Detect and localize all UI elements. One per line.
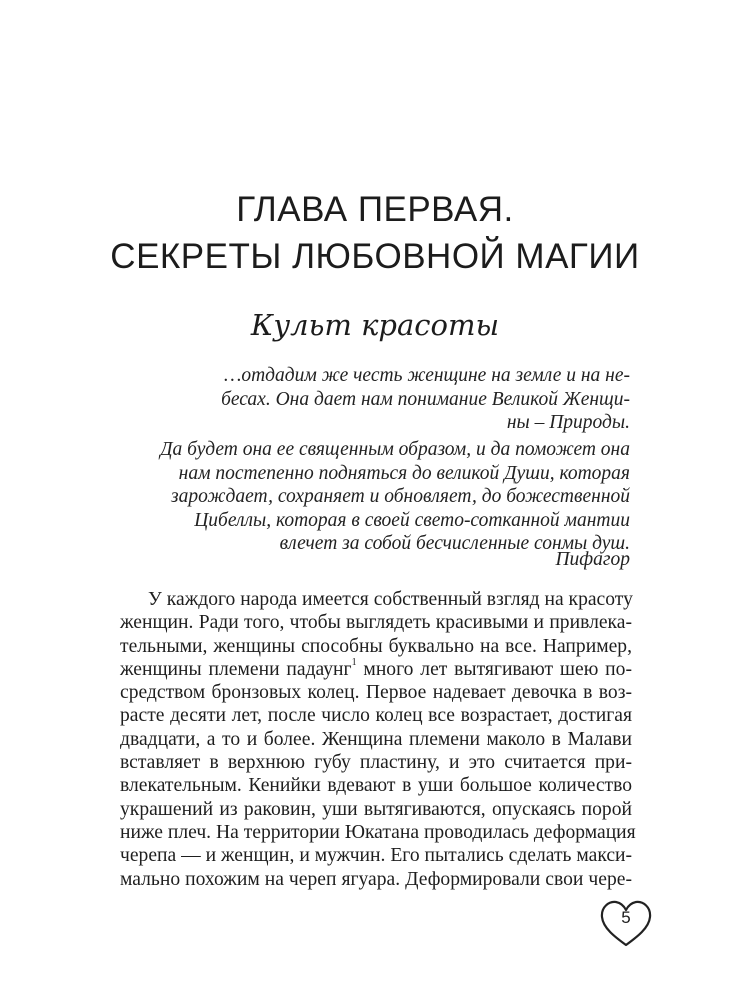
epigraph-author: Пифагор — [555, 549, 630, 570]
body-line: тельными, женщины способны буквально на все. Например, — [120, 635, 632, 657]
epigraph-part-1 — [118, 364, 630, 435]
epigraph-line: ны – Природы. — [506, 412, 630, 434]
body-paragraph — [120, 588, 636, 891]
body-line: расте десяти лет, после число колец все возрастает, достигая — [120, 705, 632, 727]
chapter-title — [0, 186, 750, 280]
page-number-badge — [597, 895, 655, 951]
body-line: средством бронзовых колец. Первое надевает девочка в воз- — [120, 682, 632, 704]
body-line: украшений из раковин, уши вытягиваются, опускаясь порой — [120, 798, 632, 820]
body-line: мально похожим на череп ягуара. Деформировали свои чере- — [120, 868, 632, 890]
epigraph-line: Цибеллы, которая в своей свето-сотканной мантии — [194, 509, 630, 531]
chapter-title-line-2: СЕКРЕТЫ ЛЮБОВНОЙ МАГИИ — [110, 237, 640, 276]
body-line: вставляет в верхнюю губу пластину, и это считается при- — [120, 752, 632, 774]
body-line: черепа — и женщин, и мужчин. Его пытались сделать макси- — [120, 845, 633, 867]
epigraph-line: нам постепенно подняться до великой Души, которая — [178, 462, 630, 484]
footnote-marker: 1 — [351, 657, 357, 669]
body-line: У каждого народа имеется собственный взгляд на красоту — [148, 589, 633, 610]
body-line: ниже плеч. На территории Юкатана проводилась деформация — [120, 821, 636, 843]
body-line: двадцати, а то и более. Женщина племени маколо в Малави — [120, 728, 632, 750]
epigraph-line: бесах. Она дает нам понимание Великой Женщи- — [221, 388, 630, 410]
page-number: 5 — [621, 908, 631, 927]
body-line — [120, 658, 632, 681]
epigraph-line: влечет за собой бесчисленные сонмы душ. — [279, 533, 630, 555]
body-line: влекательным. Кенийки вдевают в уши большое количество — [120, 775, 632, 797]
epigraph-part-2 — [118, 438, 630, 556]
body-line: женщин. Ради того, чтобы выглядеть красивыми и привлека- — [120, 612, 632, 634]
section-title: Культ красоты — [250, 308, 500, 342]
epigraph-line: зарождает, сохраняет и обновляет, до божественной — [170, 486, 630, 508]
body-text-segment: много лет вытягивают шею по- — [356, 658, 632, 680]
epigraph-line: …отдадим же честь женщине на земле и на не- — [224, 365, 630, 386]
chapter-title-line-1: ГЛАВА ПЕРВАЯ. — [236, 190, 514, 229]
body-text-segment: женщины племени падаунг — [120, 658, 352, 680]
epigraph-line: Да будет она ее священным образом, и да поможет она — [160, 439, 630, 460]
